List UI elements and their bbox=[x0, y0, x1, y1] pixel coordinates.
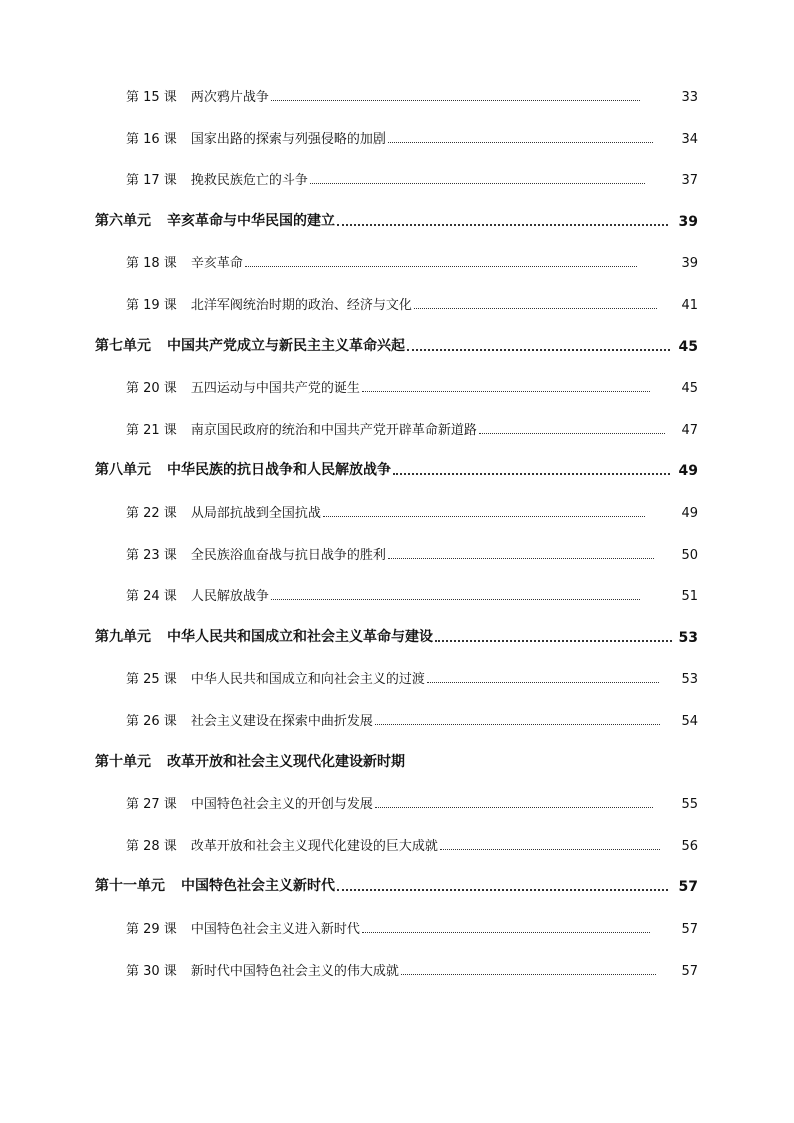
lesson-label: 第 19 课 bbox=[126, 298, 177, 313]
dot-leader bbox=[362, 932, 650, 933]
lesson-title: 五四运动与中国共产党的诞生 bbox=[190, 381, 360, 397]
page-number: 53 bbox=[681, 672, 698, 688]
unit-title: 中华民族的抗日战争和人民解放战争 bbox=[167, 462, 391, 479]
page-number: 54 bbox=[681, 714, 698, 729]
lesson-title: 从局部抗战到全国抗战 bbox=[190, 506, 321, 521]
dot-leader bbox=[393, 473, 670, 475]
toc-lesson-entry[interactable] bbox=[126, 545, 698, 563]
lesson-label: 第 27 课 bbox=[126, 797, 177, 813]
dot-leader bbox=[337, 224, 668, 226]
page-number: 57 bbox=[678, 879, 698, 896]
toc-lesson-entry[interactable] bbox=[126, 378, 698, 396]
dot-leader bbox=[375, 724, 660, 725]
dot-leader bbox=[375, 807, 653, 808]
page-number: 57 bbox=[681, 922, 698, 937]
dot-leader bbox=[388, 142, 653, 143]
lesson-title: 辛亥革命 bbox=[190, 256, 243, 272]
toc-lesson-entry[interactable] bbox=[126, 503, 698, 521]
lesson-label: 第 18 课 bbox=[126, 256, 177, 272]
toc-unit-entry[interactable] bbox=[95, 753, 698, 771]
dot-leader bbox=[435, 640, 672, 642]
toc-lesson-entry[interactable] bbox=[126, 170, 698, 188]
dot-leader bbox=[271, 599, 640, 600]
lesson-title: 社会主义建设在探索中曲折发展 bbox=[190, 714, 373, 729]
page-number: 34 bbox=[681, 131, 698, 147]
toc-unit-entry[interactable] bbox=[95, 877, 698, 895]
dot-leader bbox=[388, 558, 654, 559]
page-number: 45 bbox=[681, 381, 698, 397]
dot-leader bbox=[479, 433, 665, 434]
page-number: 49 bbox=[678, 463, 698, 480]
page-number: 37 bbox=[681, 173, 698, 189]
lesson-title: 南京国民政府的统治和中国共产党开辟革命新道路 bbox=[190, 422, 477, 438]
toc-lesson-entry[interactable] bbox=[126, 919, 698, 937]
page-number: 49 bbox=[681, 506, 698, 521]
lesson-label: 第 16 课 bbox=[126, 131, 177, 147]
lesson-label: 第 17 课 bbox=[126, 173, 177, 189]
toc-lesson-entry[interactable] bbox=[126, 961, 698, 979]
dot-leader bbox=[271, 100, 640, 101]
unit-title: 中国特色社会主义新时代 bbox=[181, 878, 335, 895]
dot-leader bbox=[323, 516, 645, 517]
page-number: 56 bbox=[681, 838, 698, 854]
dot-leader bbox=[414, 308, 657, 309]
page-number: 39 bbox=[678, 213, 698, 230]
toc-lesson-entry[interactable] bbox=[126, 420, 698, 438]
lesson-title: 挽救民族危亡的斗争 bbox=[190, 173, 308, 189]
dot-leader bbox=[407, 349, 670, 351]
page-number: 33 bbox=[681, 90, 698, 105]
lesson-title: 北洋军阀统治时期的政治、经济与文化 bbox=[190, 298, 412, 313]
unit-label: 第十单元 bbox=[95, 753, 151, 770]
lesson-label: 第 25 课 bbox=[126, 672, 177, 688]
toc-lesson-entry[interactable] bbox=[126, 711, 698, 729]
lesson-title: 改革开放和社会主义现代化建设的巨大成就 bbox=[190, 838, 438, 854]
unit-title: 中国共产党成立与新民主主义革命兴起 bbox=[167, 337, 405, 354]
dot-leader bbox=[362, 391, 650, 392]
dot-leader bbox=[427, 682, 659, 683]
lesson-title: 国家出路的探索与列强侵略的加剧 bbox=[190, 131, 386, 147]
page-number: 47 bbox=[681, 422, 698, 438]
unit-label: 第八单元 bbox=[95, 462, 151, 479]
lesson-label: 第 29 课 bbox=[126, 922, 177, 937]
unit-label: 第十一单元 bbox=[95, 878, 165, 895]
lesson-label: 第 24 课 bbox=[126, 589, 177, 605]
toc-unit-entry[interactable] bbox=[95, 628, 698, 646]
page-number: 39 bbox=[681, 256, 698, 272]
lesson-label: 第 23 课 bbox=[126, 547, 177, 563]
page-number: 57 bbox=[681, 963, 698, 979]
page-number: 45 bbox=[678, 338, 698, 355]
lesson-title: 中国特色社会主义的开创与发展 bbox=[190, 797, 373, 813]
page-number: 53 bbox=[678, 629, 698, 646]
page-number: 50 bbox=[681, 547, 698, 563]
dot-leader bbox=[440, 849, 660, 850]
toc-lesson-entry[interactable] bbox=[126, 87, 698, 105]
toc-unit-entry[interactable] bbox=[95, 337, 698, 355]
toc-lesson-entry[interactable] bbox=[126, 295, 698, 313]
page-number: 51 bbox=[681, 589, 698, 605]
unit-label: 第七单元 bbox=[95, 337, 151, 354]
dot-leader bbox=[401, 974, 656, 975]
lesson-label: 第 15 课 bbox=[126, 90, 177, 105]
toc-lesson-entry[interactable] bbox=[126, 129, 698, 147]
lesson-label: 第 20 课 bbox=[126, 381, 177, 397]
lesson-title: 全民族浴血奋战与抗日战争的胜利 bbox=[190, 547, 386, 563]
lesson-title: 中国特色社会主义进入新时代 bbox=[190, 922, 360, 937]
lesson-title: 两次鸦片战争 bbox=[190, 90, 269, 105]
dot-leader bbox=[337, 889, 668, 891]
dot-leader bbox=[245, 266, 637, 267]
unit-label: 第六单元 bbox=[95, 212, 151, 229]
lesson-title: 中华人民共和国成立和向社会主义的过渡 bbox=[190, 672, 425, 688]
unit-title: 辛亥革命与中华民国的建立 bbox=[167, 212, 335, 229]
toc-unit-entry[interactable] bbox=[95, 212, 698, 230]
lesson-label: 第 21 课 bbox=[126, 422, 177, 438]
lesson-title: 人民解放战争 bbox=[190, 589, 269, 605]
lesson-label: 第 28 课 bbox=[126, 838, 177, 854]
lesson-title: 新时代中国特色社会主义的伟大成就 bbox=[190, 963, 399, 979]
page-number: 55 bbox=[681, 797, 698, 813]
lesson-label: 第 30 课 bbox=[126, 963, 177, 979]
lesson-label: 第 26 课 bbox=[126, 714, 177, 729]
page-number: 41 bbox=[681, 298, 698, 313]
unit-title: 中华人民共和国成立和社会主义革命与建设 bbox=[167, 628, 433, 645]
toc-lesson-entry[interactable] bbox=[126, 586, 698, 604]
toc-lesson-entry[interactable] bbox=[126, 669, 698, 687]
unit-title: 改革开放和社会主义现代化建设新时期 bbox=[167, 753, 405, 770]
unit-label: 第九单元 bbox=[95, 628, 151, 645]
toc-unit-entry[interactable] bbox=[95, 461, 698, 479]
toc-lesson-entry[interactable] bbox=[126, 836, 698, 854]
toc-lesson-entry[interactable] bbox=[126, 794, 698, 812]
lesson-label: 第 22 课 bbox=[126, 506, 177, 521]
toc-lesson-entry[interactable] bbox=[126, 253, 698, 271]
dot-leader bbox=[310, 183, 645, 184]
